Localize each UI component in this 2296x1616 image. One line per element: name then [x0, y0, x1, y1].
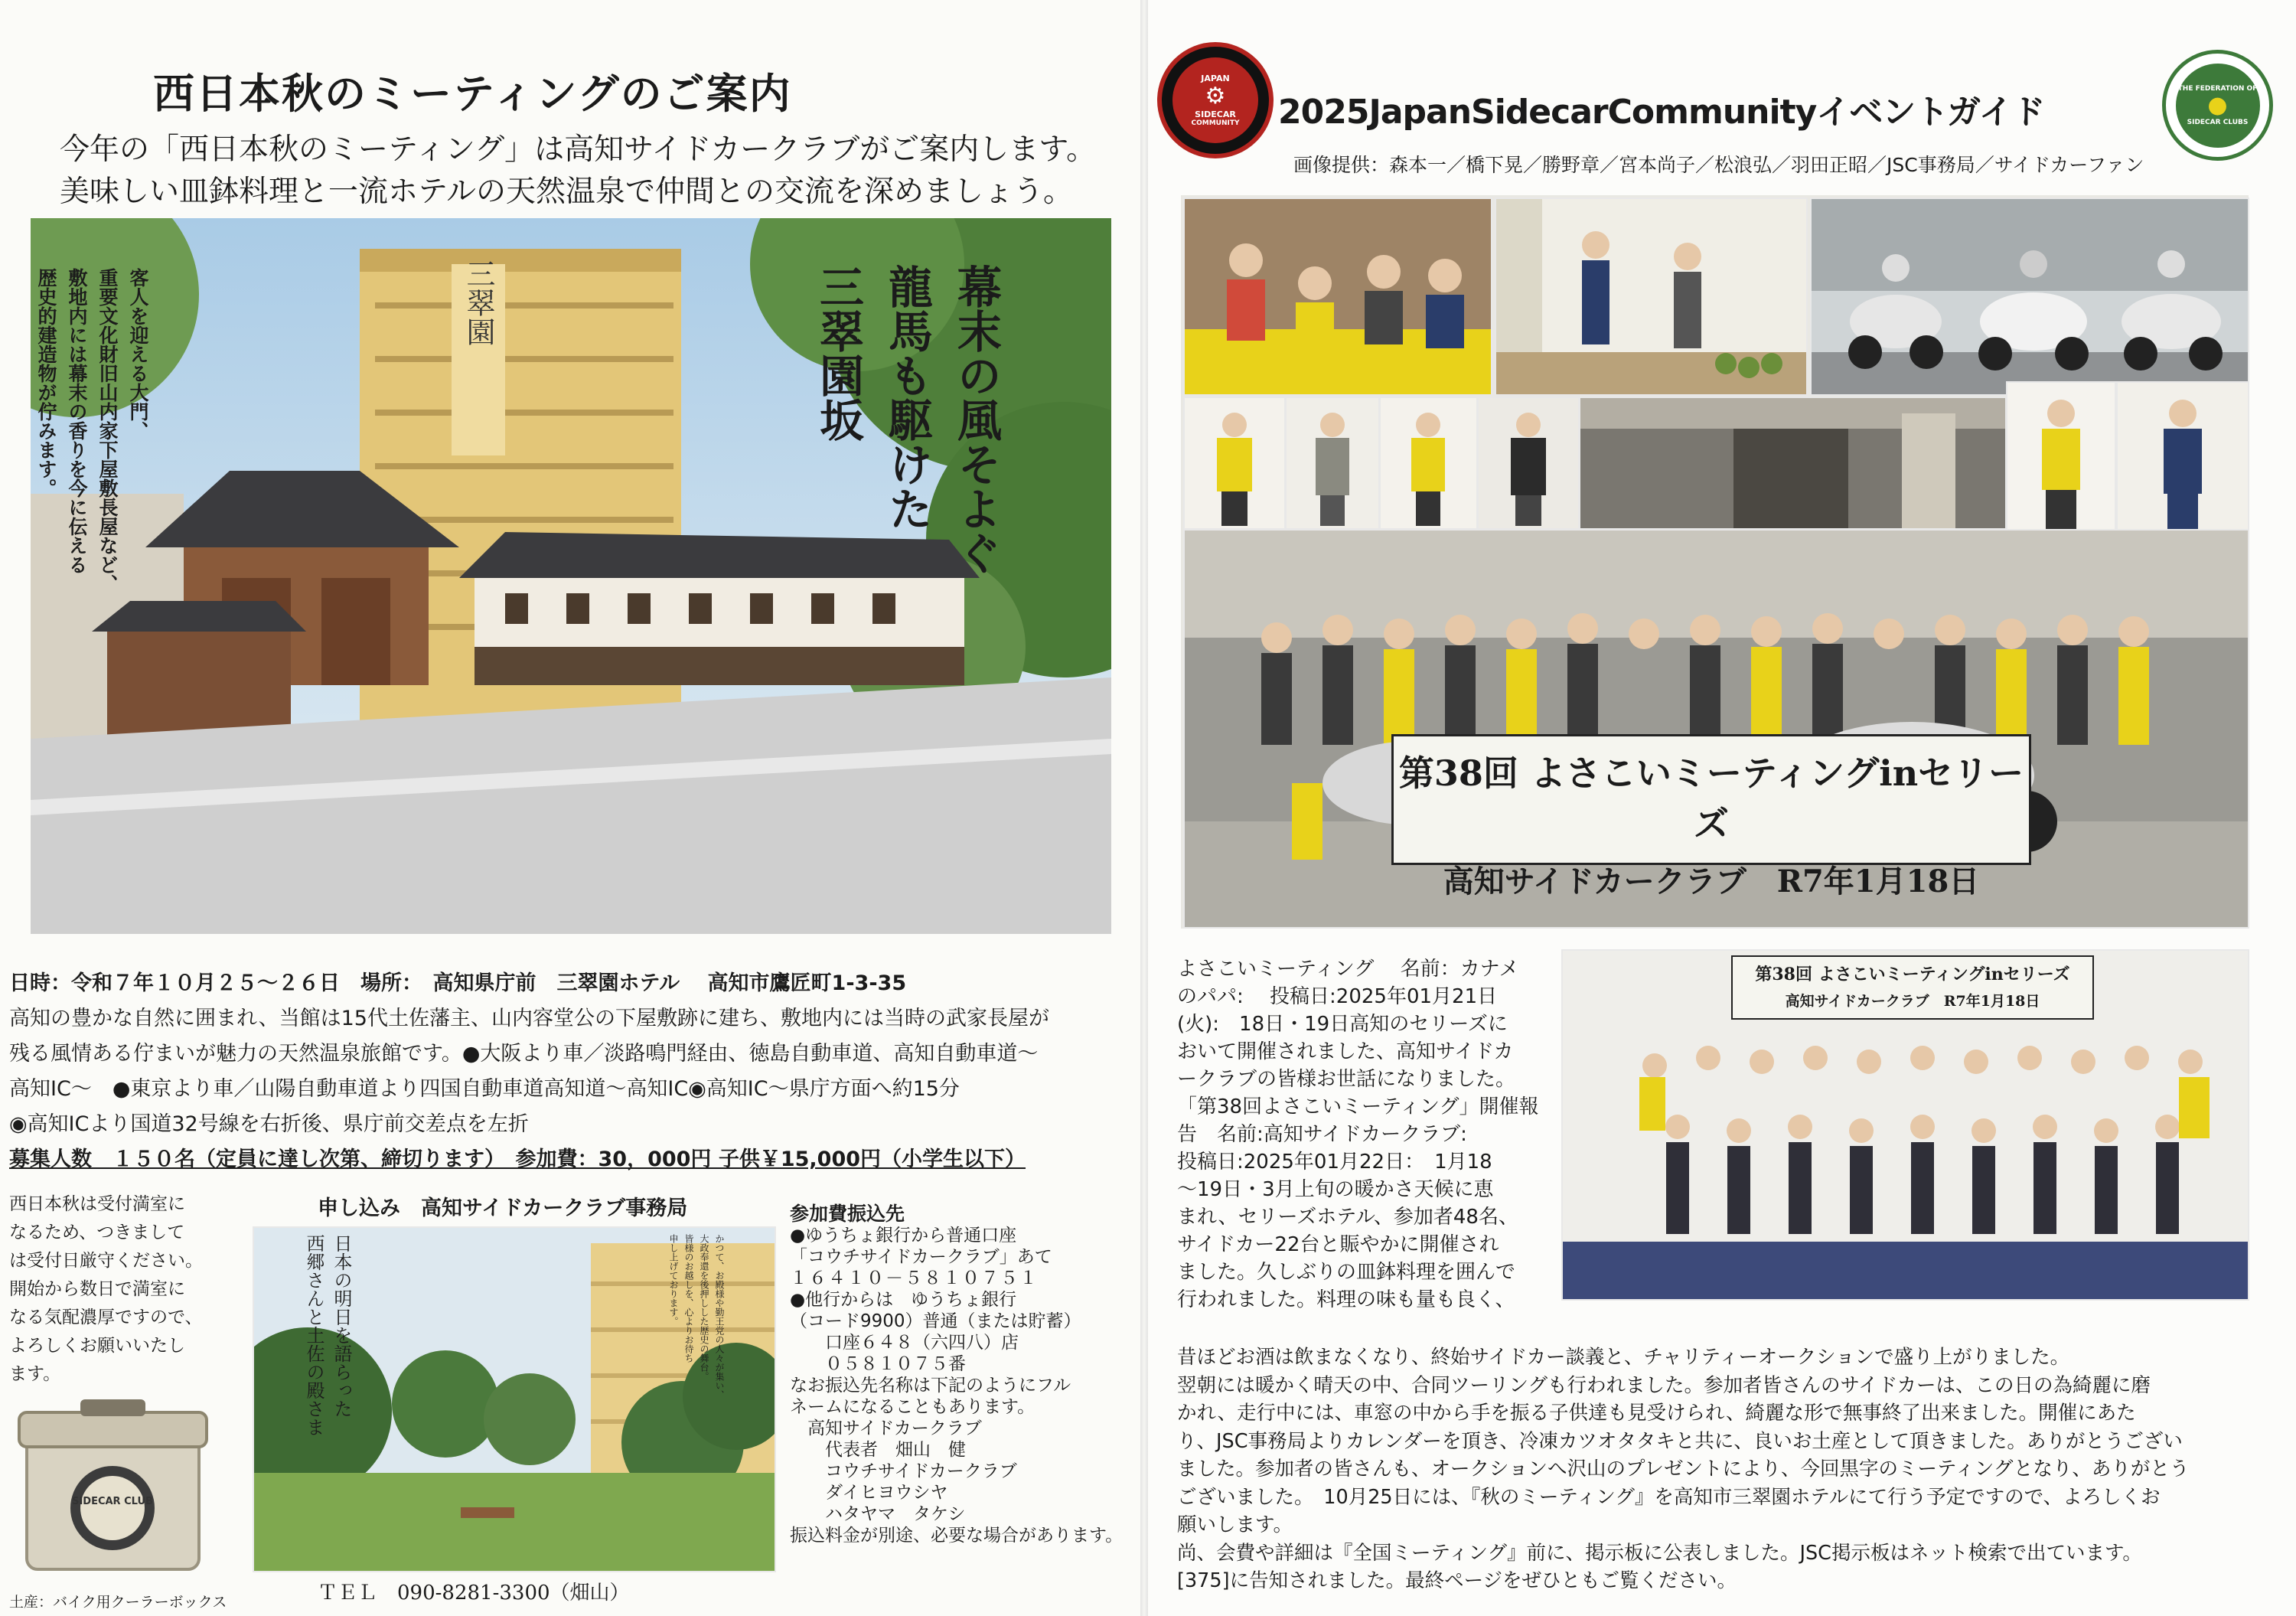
notice-line: ます。 [9, 1364, 61, 1384]
payment-line: 口座６４８（六四八）店 [790, 1333, 1019, 1353]
details-line: ◉高知ICより国道32号線を右折後、県庁前交差点を左折 [9, 1112, 529, 1136]
payment-line: コウチサイドカークラブ [790, 1461, 1017, 1481]
left-title: 西日本秋のミーティングのご案内 [153, 70, 792, 118]
report-line: おいて開催されました、高知サイドカ [1177, 1040, 1514, 1063]
report-line: ございました。 10月25日には、『秋のミーティング』を高知市三翠園ホテルにて行う予定ですので、よろしくお [1177, 1485, 2161, 1509]
report-line: サイドカー22台と賑やかに開催され [1177, 1233, 1499, 1256]
payment-line: 高知サイドカークラブ [790, 1418, 982, 1438]
details-line: 高知IC～ ●東京より車／山陽自動車道より四国自動車道高知道～高知IC◉高知IC～県庁方面へ約15分 [9, 1077, 960, 1101]
hotel-sign: 三翠園 [461, 259, 495, 346]
garden-photo [253, 1226, 776, 1572]
federation-logo-icon: THE FEDERATION OF ● SIDECAR CLUBS [2162, 50, 2273, 161]
notice-line: は受付日厳守ください。 [9, 1251, 203, 1271]
jsc-logo-text: JAPAN [1201, 73, 1230, 83]
notice-line: なる気配濃厚ですので、 [9, 1307, 203, 1327]
collage-photo-hotel-entrance [1579, 397, 2007, 530]
notice-line: なるため、つきまして [9, 1223, 185, 1242]
reservation-notice [9, 1190, 203, 1389]
report-line: 行われました。料理の味も量も良く、 [1177, 1288, 1515, 1311]
report-line: のパパ: 投稿日:2025年01月21日 [1177, 985, 1498, 1008]
photo-credits: 画像提供：森本一／橋下晃／勝野章／宮本尚子／松浪弘／羽田正昭／JSC事務局／サイドカーファン [1293, 154, 2144, 176]
event-guide-title: 2025JapanSidecarCommunityイベントガイド [1278, 93, 2045, 132]
garden-small-line: 皆様のお越しを、心よりお待ち [683, 1234, 694, 1363]
group-photo-banner [1391, 734, 2031, 899]
notice-line: 開始から数日で満室に [9, 1279, 185, 1299]
report-line: よさこいミーティング 名前：カナメ [1177, 958, 1519, 981]
report-text-top [1177, 955, 1539, 1314]
left-intro [60, 129, 1096, 213]
jsc-logo-icon: JAPAN ⚙ SIDECAR COMMUNITY [1157, 42, 1274, 158]
event-date-place: 日時：令和７年１０月２５～２６日 場所： 高知県庁前 三翠園ホテル 高知市鷹匠町1-3-35 [9, 971, 907, 995]
garden-slogan-line: 西郷さんと土佐の殿さま [303, 1234, 325, 1436]
capacity-fee: 募集人数 １５０名（定員に達し次第、締切ります） 参加費：30，000円 子供￥15,000円（小学生以下） [9, 1148, 1026, 1171]
hero-small-line: 客人を迎える大門、 [127, 268, 149, 440]
collage-photo-person [2006, 381, 2116, 537]
collage-photo-group [1183, 529, 2249, 929]
indoor-photo-banner [1731, 955, 2094, 1020]
intro-line: 今年の「西日本秋のミーティング」は高知サイドカークラブがご案内します。 [60, 132, 1097, 167]
collage-photo-sidecars [1810, 198, 2249, 396]
cooler-caption: 土産：バイク用クーラーボックス [9, 1594, 227, 1611]
report-line: 告 名前:高知サイドカークラブ: [1177, 1123, 1467, 1146]
garden-small-line: かつて、お殿様や勤王党の人々が集い、 [714, 1234, 725, 1399]
collage-photo-person [1285, 397, 1380, 530]
hero-description [31, 268, 153, 593]
cooler-label: SIDECAR CLUB [72, 1496, 153, 1507]
report-line: かれ、走行中には、車窓の中から手を振る子供達も見受けられ、綺麗な形で無事終了出来ました。開催にあた [1177, 1402, 2136, 1425]
report-text-bottom [1177, 1343, 2189, 1595]
payment-line: ダイヒヨウシヤ [790, 1483, 948, 1503]
apply-title: 申し込み 高知サイドカークラブ事務局 [318, 1196, 688, 1220]
garden-description [666, 1234, 727, 1399]
slogan-line: 三翠園坂 [812, 264, 864, 442]
garden-slogan [300, 1234, 355, 1436]
banner-title: 第38回 よさこいミーティングinセリーズ [1398, 753, 2024, 844]
collage-photo-person [1379, 397, 1478, 530]
report-line: ～19日・3月上旬の暖かさ天候に恵 [1177, 1178, 1494, 1201]
hero-small-line: 重要文化財旧山内家下屋敷長屋など、 [96, 268, 119, 593]
payment-line: 代表者 畑山 健 [790, 1440, 966, 1460]
report-line: 投稿日:2025年01月22日： 1月18 [1177, 1151, 1492, 1174]
collage-photo-market [1495, 198, 1808, 396]
intro-line: 美味しい皿鉢料理と一流ホテルの天然温泉で仲間との交流を深めましょう。 [60, 175, 1074, 209]
payment-info [790, 1203, 1123, 1546]
report-line: [375]に告知されました。最終ページをぜひともご覧ください。 [1177, 1569, 1737, 1592]
notice-line: 西日本秋は受付満室に [9, 1194, 185, 1214]
telephone: ＴＥＬ 090-8281-3300（畑山） [318, 1582, 630, 1605]
jsc-logo-text: COMMUNITY [1191, 119, 1240, 127]
jsc-logo-text: SIDECAR [1195, 109, 1236, 119]
hero-slogan [804, 264, 1010, 575]
report-line: り、JSC事務局よりカレンダーを頂き、冷凍カツオタタキと共に、良いお土産として頂きました。ありがとうござい [1177, 1429, 2183, 1453]
report-line: ました。久しぶりの皿鉢料理を囲んで [1177, 1261, 1516, 1284]
garden-small-line: 大政奉還を後押しした歴史の舞台。 [699, 1234, 709, 1381]
banner-subtitle: 高知サイドカークラブ R7年1月18日 [1443, 863, 1980, 899]
collage-photo-banquet [1183, 198, 1492, 396]
report-line: ました。参加者の皆さんも、オークションへ沢山のプレゼントにより、今回黒字のミーティングとなり、ありがとう [1177, 1458, 2190, 1481]
details-line: 残る風情ある佇まいが魅力の天然温泉旅館です。●大阪より車／淡路鳴門経由、徳島自動車道、高知自動車道～ [9, 1042, 1039, 1066]
report-line: (火): 18日・19日高知のセリーズに [1177, 1013, 1508, 1036]
indoor-group-photo [1561, 949, 2249, 1301]
report-line: 昔ほどお酒は飲まなくなり、終始サイドカー談義と、チャリティーオークションで盛り上がりました。 [1177, 1346, 2070, 1369]
cooler-box-icon [11, 1393, 214, 1581]
payment-line: ●ゆうちょ銀行から普通口座 [790, 1226, 1017, 1245]
payment-line: ハタヤマ タケシ [790, 1504, 966, 1524]
notice-line: よろしくお願いいたし [9, 1336, 185, 1356]
left-page [0, 0, 1140, 1616]
report-line: 尚、会費や詳細は『全国ミーティング』前に、掲示板に公表しました。JSC掲示板はネット検索で出ています。 [1177, 1541, 2142, 1565]
collage-photo-person [1183, 397, 1286, 530]
payment-line: なお振込先名称は下記のようにフル [790, 1376, 1071, 1396]
garden-small-line: 申し上げております。 [668, 1234, 679, 1326]
hotel-hero-photo [31, 218, 1111, 934]
payment-title: 参加費振込先 [790, 1203, 905, 1225]
slogan-line: 龍馬も駆けた [881, 264, 933, 531]
report-line: 願いします。 [1177, 1513, 1293, 1536]
details-line: 高知の豊かな自然に囲まれ、当館は15代土佐藩主、山内容堂公の下屋敷跡に建ち、敷地内には当時の武家長屋が [9, 1007, 1049, 1030]
event-details [9, 966, 1049, 1177]
photo-collage [1181, 195, 2249, 929]
hero-small-line: 歴史的建造物が佇みます。 [35, 268, 57, 498]
report-line: ークラブの皆様お世話になりました。 [1177, 1068, 1516, 1091]
payment-line: （コード9900）普通（または貯蓄） [790, 1311, 1081, 1331]
federation-logo-text: SIDECAR CLUBS [2187, 118, 2249, 126]
collage-photo-person [1477, 397, 1580, 530]
collage-photo-person [2116, 381, 2249, 537]
banner-subtitle: 高知サイドカークラブ R7年1月18日 [1785, 993, 2040, 1010]
payment-line: 振込料金が別途、必要な場合があります。 [790, 1526, 1124, 1546]
banner-title: 第38回 よさこいミーティングinセリーズ [1755, 965, 2070, 984]
payment-line: ０５８１０７５番 [790, 1354, 966, 1374]
report-line: 翌朝には暖かく晴天の中、合同ツーリングも行われました。参加者皆さんのサイドカーは、この日の為綺麗に磨 [1177, 1373, 2151, 1397]
payment-line: ネームになることもあります。 [790, 1397, 1035, 1417]
report-line: まれ、セリーズホテル、参加者48名、 [1177, 1206, 1518, 1229]
payment-account: １６４１０－５８１０７５１ [790, 1268, 1039, 1288]
federation-logo-text: THE FEDERATION OF [2177, 84, 2258, 93]
report-line: 「第38回よさこいミーティング」開催報 [1177, 1095, 1539, 1118]
garden-slogan-line: 日本の明日を語らった [331, 1234, 352, 1418]
payment-line: ●他行からは ゆうちょ銀行 [790, 1290, 1017, 1310]
right-page [1148, 0, 2296, 1616]
hero-small-line: 敷地内には幕末の香りを今に伝える [66, 268, 88, 574]
slogan-line: 幕末の風そよぐ [950, 264, 1002, 575]
payment-line: 「コウチサイドカークラブ」あて [790, 1247, 1052, 1267]
